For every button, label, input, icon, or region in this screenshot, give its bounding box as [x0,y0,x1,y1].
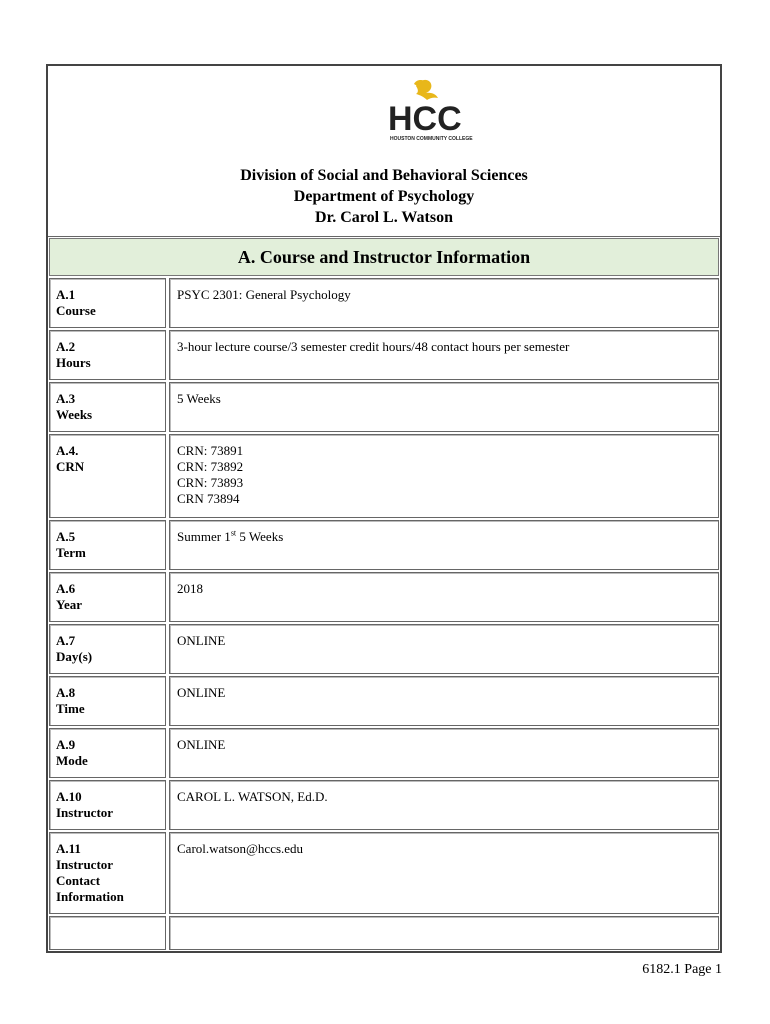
hcc-logo [386,78,486,142]
logo-text: HCC [388,100,462,138]
row-num: A.1 [56,287,76,302]
row-value: ONLINE [169,624,719,674]
row-year [49,572,719,622]
row-label: CRN [56,459,85,474]
row-num: A.11 [56,841,81,856]
syllabus-table [46,64,722,953]
row-num: A.3 [56,391,76,406]
row-label: Weeks [56,407,93,422]
row-num: A.6 [56,581,76,596]
row-num: A.7 [56,633,76,648]
crn-item: CRN 73894 [177,491,240,506]
department-title: Department of Psychology [293,188,475,205]
instructor-title: Dr. Carol L. Watson [315,209,453,226]
crn-item: CRN: 73891 [177,443,244,458]
row-term [49,520,719,570]
logo-subtext: HOUSTON COMMUNITY COLLEGE [390,136,473,142]
crn-item: CRN: 73893 [177,475,244,490]
row-crn [49,434,719,518]
crn-item: CRN: 73892 [177,459,244,474]
row-label: Course [56,303,96,318]
row-value: ONLINE [169,676,719,726]
row-value: 5 Weeks [169,382,719,432]
row-label: Day(s) [56,649,93,664]
row-value [169,520,719,570]
row-empty [49,916,719,950]
row-mode [49,728,719,778]
row-label: Hours [56,355,91,370]
row-label: Information [56,889,124,904]
row-weeks [49,382,719,432]
row-num: A.5 [56,529,76,544]
header-box [48,66,720,237]
row-num: A.4. [56,443,79,458]
row-label: Contact [56,873,101,888]
row-label: Time [56,701,85,716]
row-num: A.8 [56,685,76,700]
row-label: Year [56,597,82,612]
row-hours [49,330,719,380]
term-post: 5 Weeks [236,529,284,544]
row-label: Term [56,545,86,560]
page-footer: 6182.1 Page 1 [642,962,722,977]
section-title: A. Course and Instructor Information [49,238,719,276]
row-num: A.10 [56,789,82,804]
row-value: 2018 [169,572,719,622]
division-title: Division of Social and Behavioral Sciences [240,167,528,184]
row-num: A.9 [56,737,76,752]
row-value: ONLINE [169,728,719,778]
term-sup: st [230,528,237,538]
row-num: A.2 [56,339,76,354]
row-time [49,676,719,726]
row-value: 3-hour lecture course/3 semester credit hours/48 contact hours per semester [169,330,719,380]
row-course [49,278,719,328]
row-contact [49,832,719,914]
row-instructor [49,780,719,830]
row-label: Mode [56,753,88,768]
row-days [49,624,719,674]
row-label: Instructor [56,857,114,872]
instructor-email[interactable]: Carol.watson@hccs.edu [169,832,719,914]
row-value: PSYC 2301: General Psychology [169,278,719,328]
term-pre: Summer 1 [177,529,231,544]
row-value: CAROL L. WATSON, Ed.D. [169,780,719,830]
row-value-crn-list [169,434,719,518]
row-label: Instructor [56,805,114,820]
